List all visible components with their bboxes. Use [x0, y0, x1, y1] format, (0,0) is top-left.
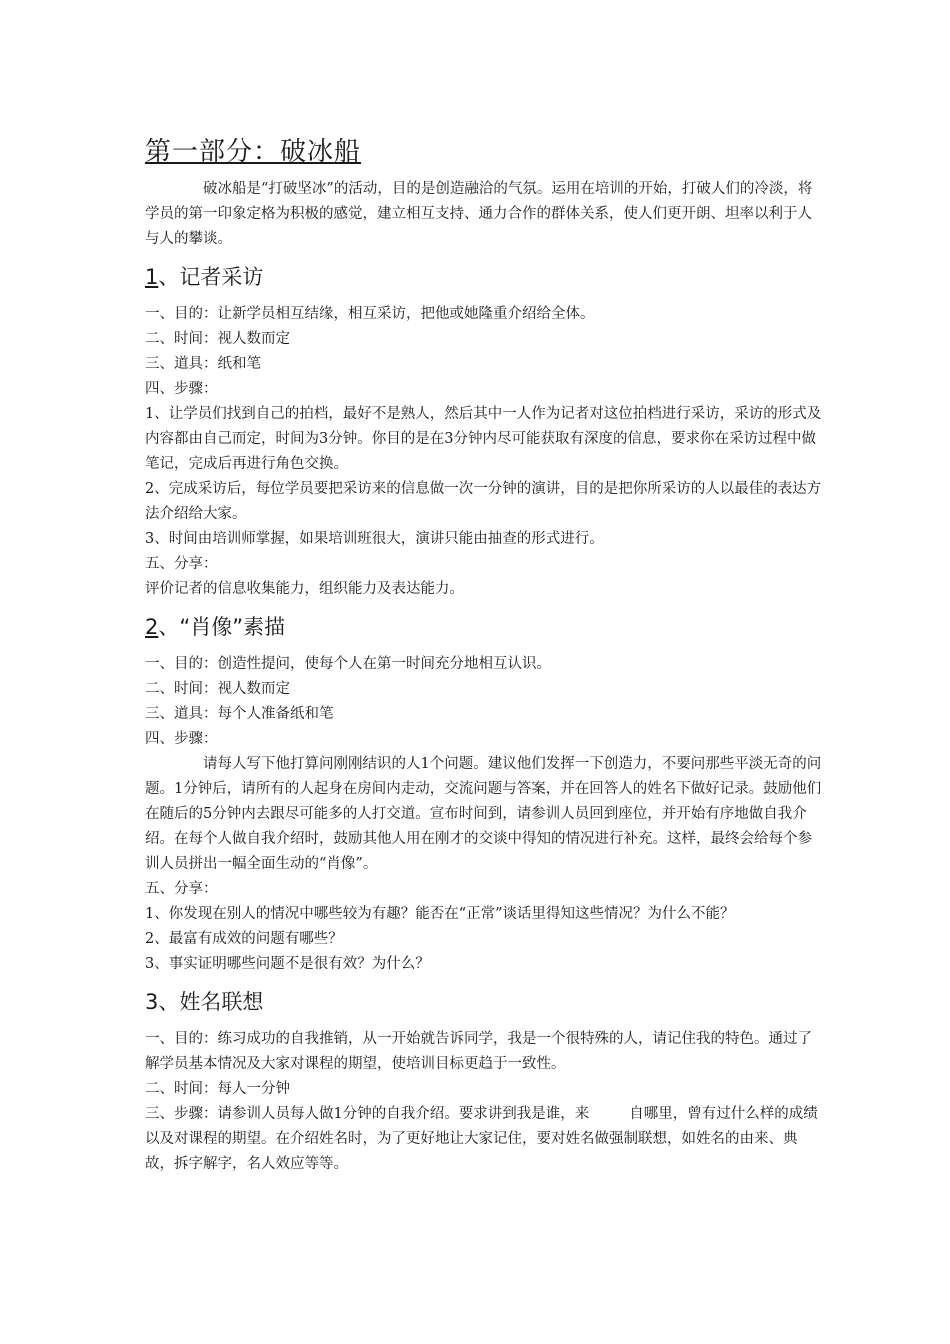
section-1-line: 1、让学员们找到自己的拍档，最好不是熟人，然后其中一人作为记者对这位拍档进行采访，采访的形式及内容都由自己而定，时间为3分钟。你目的是在3分钟内尽可能获取有深度的信息，要求你在采访过程中做笔记，完成后再进行角色交换。: [145, 406, 822, 472]
section-2-line: 3、事实证明哪些问题不是很有效？为什么？: [145, 956, 430, 972]
part-intro: 破冰船是“打破坚冰”的活动，目的是创造融洽的气氛。运用在培训的开始，打破人们的冷淡，将学员的第一印象定格为积极的感觉，建立相互支持、通力合作的群体关系，使人们更开朗、坦率以利于人与人的攀谈。: [145, 181, 813, 247]
section-1-line: 3、时间由培训师掌握，如果培训班很大，演讲只能由抽查的形式进行。: [145, 531, 604, 547]
section-number: 1: [145, 265, 159, 289]
section-2-line: 二、时间：视人数而定: [145, 681, 290, 697]
section-3-title: [145, 987, 825, 1017]
section-heading: 、“肖像”素描: [158, 615, 286, 639]
section-heading: 、记者采访: [158, 265, 264, 289]
section-3-line: 一、目的：练习成功的自我推销，从一开始就告诉同学，我是一个很特殊的人，请记住我的特色。通过了解学员基本情况及大家对课程的期望，使培训目标更趋于一致性。: [145, 1031, 812, 1072]
steps-part-b: 自哪里，曾有过什么样的成绩以及对课程的期望。在介绍姓名时，为了更好地让大家记住，要对姓名做强制联想，如姓名的由来、典故，拆字解字，名人效应等等。: [145, 1106, 818, 1172]
section-1-line: 2、完成采访后，每位学员要把采访来的信息做一次一分钟的演讲，目的是把你所采访的人以最佳的表达方法介绍给大家。: [145, 481, 822, 522]
section-1-line: 二、时间：视人数而定: [145, 331, 290, 347]
section-1-line: 四、步骤：: [145, 381, 218, 397]
section-number: 2: [145, 615, 159, 639]
section-heading: 、姓名联想: [158, 990, 264, 1014]
section-3-steps: [145, 1102, 825, 1177]
section-1-line: 评价记者的信息收集能力，组织能力及表达能力。: [145, 581, 464, 597]
section-2-line: 五、分享：: [145, 881, 218, 897]
section-2-line: 四、步骤：: [145, 731, 218, 747]
section-1-line: 一、目的：让新学员相互结缘，相互采访，把他或她隆重介绍给全体。: [145, 306, 595, 322]
section-2-line: 一、目的：创造性提问，使每个人在第一时间充分地相互认识。: [145, 656, 551, 672]
section-1-line: 三、道具：纸和笔: [145, 356, 261, 372]
section-number: 3: [145, 990, 159, 1014]
section-2-title: [145, 612, 825, 642]
section-2-line: 三、道具：每个人准备纸和笔: [145, 706, 334, 722]
section-2-line: 2、最富有成效的问题有哪些？: [145, 931, 343, 947]
steps-part-a: 三、步骤：请参训人员每人做1分钟的自我介绍。要求讲到我是谁，来: [145, 1106, 590, 1122]
part-title: 第一部分：破冰船: [145, 137, 362, 167]
section-2-paragraph: 请每人写下他打算问刚刚结识的人1个问题。建议他们发挥一下创造力，不要问那些平淡无奇的问题。1分钟后，请所有的人起身在房间内走动，交流问题与答案，并在回答人的姓名下做好记录。鼓励他们在随后的5分钟内去跟尽可能多的人打交道。宣布时间到，请参训人员回到座位，并开始有序地做自我介绍。在每个人做自我介绍时，鼓励其他人用在刚才的交谈中得知的情况进行补充。这样，最终会给每个参训人员拼出一幅全面生动的“肖像”。: [145, 756, 822, 872]
document-page: [145, 135, 825, 1177]
section-1-title: [145, 262, 825, 292]
section-2-line: 1、你发现在别人的情况中哪些较为有趣？能否在“正常”谈话里得知这些情况？为什么不能？: [145, 906, 735, 922]
section-3-line: 二、时间：每人一分钟: [145, 1081, 290, 1097]
section-1-line: 五、分享：: [145, 556, 218, 572]
